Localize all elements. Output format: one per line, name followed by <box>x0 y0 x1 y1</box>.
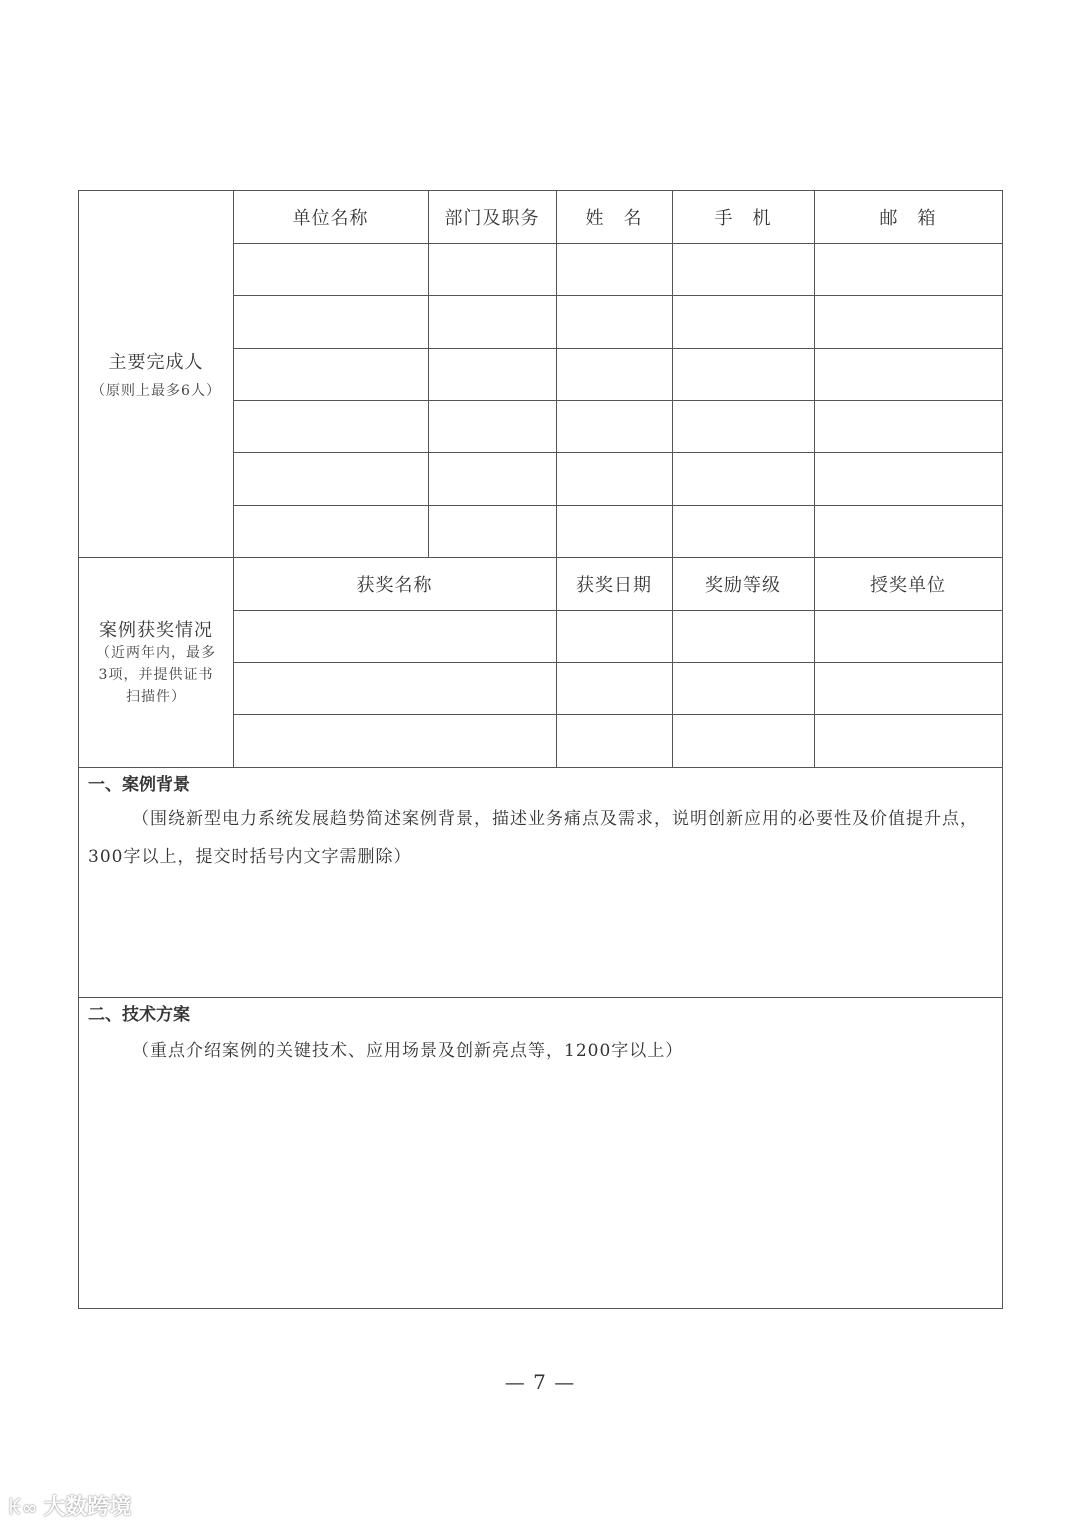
table-border-bottom <box>78 1308 1003 1309</box>
awards-note: （近两年内，最多3项，并提供证书扫描件） <box>96 645 216 705</box>
row-line <box>233 452 1003 453</box>
header-name: 姓 名 <box>585 208 643 229</box>
header-email: 邮 箱 <box>879 208 937 229</box>
awards-label: 案例获奖情况 <box>99 620 213 641</box>
header-department-title: 部门及职务 <box>444 208 540 229</box>
row-line <box>233 400 1003 401</box>
watermark-text: 大数跨境 <box>43 1495 132 1520</box>
header-award-date: 获奖日期 <box>576 575 652 596</box>
header-award-level: 奖励等级 <box>705 575 781 596</box>
section-background-note: （围绕新型电力系统发展趋势简述案例背景，描述业务痛点及需求，说明创新应用的必要性及价值提升点，300字以上，提交时括号内文字需删除） <box>88 809 978 867</box>
section-line <box>78 997 1003 998</box>
col-line <box>428 190 429 557</box>
table-border-left <box>78 190 79 1308</box>
completers-note: （原则上最多6人） <box>91 383 221 399</box>
row-line <box>233 662 1003 663</box>
watermark-logo: ꀘ∞ 大数跨境 <box>8 1495 132 1520</box>
row-line <box>233 295 1003 296</box>
section-technical-title: 二、技术方案 <box>88 1005 190 1025</box>
header-award-issuer: 授奖单位 <box>870 575 946 596</box>
row-line <box>233 505 1003 506</box>
completers-label: 主要完成人 <box>108 352 204 373</box>
row-line <box>233 714 1003 715</box>
col-line <box>672 190 673 767</box>
section-background-title: 一、案例背景 <box>88 775 190 795</box>
section-technical-note: （重点介绍案例的关键技术、应用场景及创新亮点等，1200字以上） <box>132 1041 684 1061</box>
table-border-right <box>1002 190 1003 1308</box>
page-number: — 7 — <box>504 1370 576 1394</box>
col-line <box>556 190 557 767</box>
row-line <box>233 610 1003 611</box>
header-award-name: 获奖名称 <box>356 575 433 596</box>
col-line <box>814 190 815 767</box>
header-phone: 手 机 <box>714 208 772 229</box>
label-column-divider <box>233 190 234 767</box>
section-line <box>78 767 1003 768</box>
header-unit-name: 单位名称 <box>292 208 369 229</box>
row-line <box>233 243 1003 244</box>
row-line <box>233 348 1003 349</box>
